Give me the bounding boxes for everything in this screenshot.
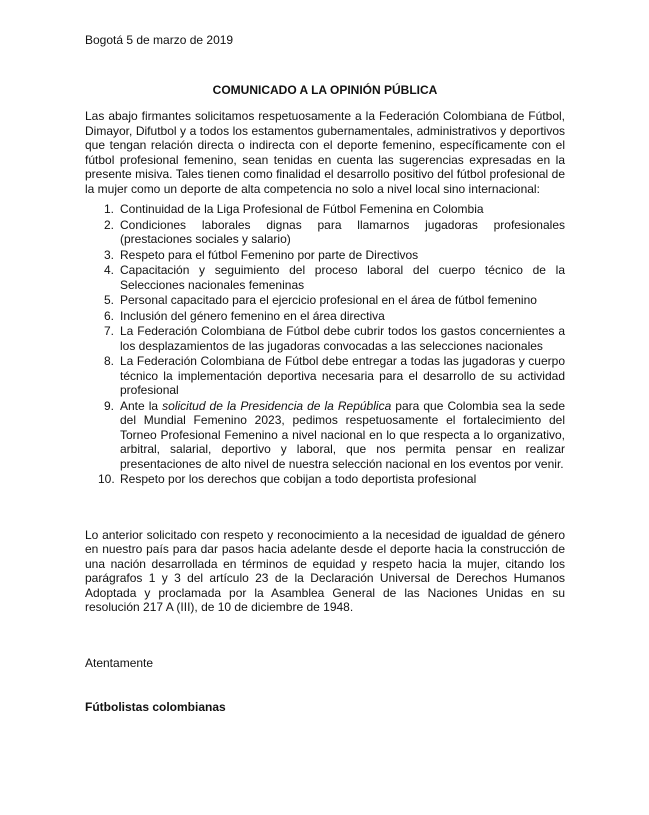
document-date: Bogotá 5 de marzo de 2019 — [85, 33, 234, 47]
list-item-number: 6. — [104, 308, 115, 323]
list-item-number: 10. — [98, 472, 115, 486]
list-item-number: 4. — [104, 263, 115, 277]
list-item-number: 9. — [104, 398, 115, 413]
list-item — [85, 472, 565, 487]
list-item-number: 1. — [104, 202, 115, 216]
list-item-text: Condiciones laborales dignas para llamarnos jugadoras profesionales (prestaciones sociales y salario) — [120, 217, 565, 246]
document-title: COMUNICADO A LA OPINIÓN PÚBLICA — [212, 82, 438, 97]
list-item-text: Personal capacitado para el ejercicio profesional en el área de fútbol femenino — [120, 293, 537, 307]
list-item-text: Respeto por los derechos que cobijan a todo deportista profesional — [120, 472, 477, 486]
list-item-text-pre: Ante la — [120, 398, 163, 413]
intro-paragraph: Las abajo firmantes solicitamos respetuosamente a la Federación Colombiana de Fútbol, Dimayor, Difutbol y a todos los estamentos gubernamentales, administrativos y deportivos que tengan relación directa o indirecta con el deporte femenino, específicamente con el fútbol profesional femenino, sean tenidas en cuenta las sugerencias expresadas en la presente misiva. Tales tienen como finalidad el desarrollo positivo del fútbol profesional de la mujer como un deporte de alta competencia no solo a nivel local sino internacional: — [85, 109, 565, 196]
signature-line: Fútbolistas colombianas — [85, 700, 226, 714]
list-item-number: 2. — [104, 217, 115, 232]
requests-list — [85, 202, 565, 487]
list-item — [85, 399, 565, 472]
list-item — [85, 309, 565, 324]
list-item — [85, 324, 565, 353]
list-item-number: 3. — [104, 247, 115, 262]
list-item-text: La Federación Colombiana de Fútbol debe cubrir todos los gastos concernientes a los desplazamientos de las jugadoras convocadas a las selecciones nacionales — [120, 324, 565, 353]
list-item-number: 8. — [104, 354, 115, 368]
list-item — [85, 263, 565, 292]
list-item — [85, 293, 565, 308]
list-item — [85, 248, 565, 263]
list-item-text: Inclusión del género femenino en el área directiva — [120, 308, 385, 323]
list-item — [85, 218, 565, 247]
list-item-text: La Federación Colombiana de Fútbol debe entregar a todas las jugadoras y cuerpo técnico la implementación deportiva necesaria para el desarrollo de su actividad profesional — [120, 354, 565, 397]
list-item-text: Respeto para el fútbol Femenino por parte de Directivos — [120, 247, 419, 262]
list-item — [85, 202, 565, 217]
list-item-number: 7. — [104, 324, 115, 338]
regards-line: Atentamente — [85, 655, 154, 670]
list-item-number: 5. — [104, 293, 115, 307]
list-item-text: Continuidad de la Liga Profesional de Fútbol Femenina en Colombia — [120, 202, 484, 216]
list-item-text: Capacitación y seguimiento del proceso laboral del cuerpo técnico de la Selecciones nacionales femeninas — [120, 263, 565, 292]
closing-paragraph: Lo anterior solicitado con respeto y reconocimiento a la necesidad de igualdad de género en nuestro país para dar pasos hacia adelante desde el deporte hacia la construcción de una nación desarrollada en términos de equidad y respeto hacia la mujer, citando los parágrafos 1 y 3 del artículo 23 de la Declaración Universal de Derechos Humanos Adoptada y proclamada por la Asamblea General de las Naciones Unidas en su resolución 217 A (III), de 10 de diciembre de 1948. — [85, 527, 565, 614]
list-item-text-post: para que Colombia sea la sede del Mundial Femenino 2023, pedimos respetuosamente el fortalecimiento del Torneo Profesional Femenino a nivel nacional en lo que respecta a lo organizativo, arbitral, salarial, deportivo y laboral, que nos permita pensar en realizar presentaciones de alto nivel de nuestra selección nacional en los eventos por venir. — [120, 398, 565, 471]
list-item — [85, 354, 565, 398]
list-item-text-emphasis: solicitud de la Presidencia de la República — [162, 398, 392, 413]
